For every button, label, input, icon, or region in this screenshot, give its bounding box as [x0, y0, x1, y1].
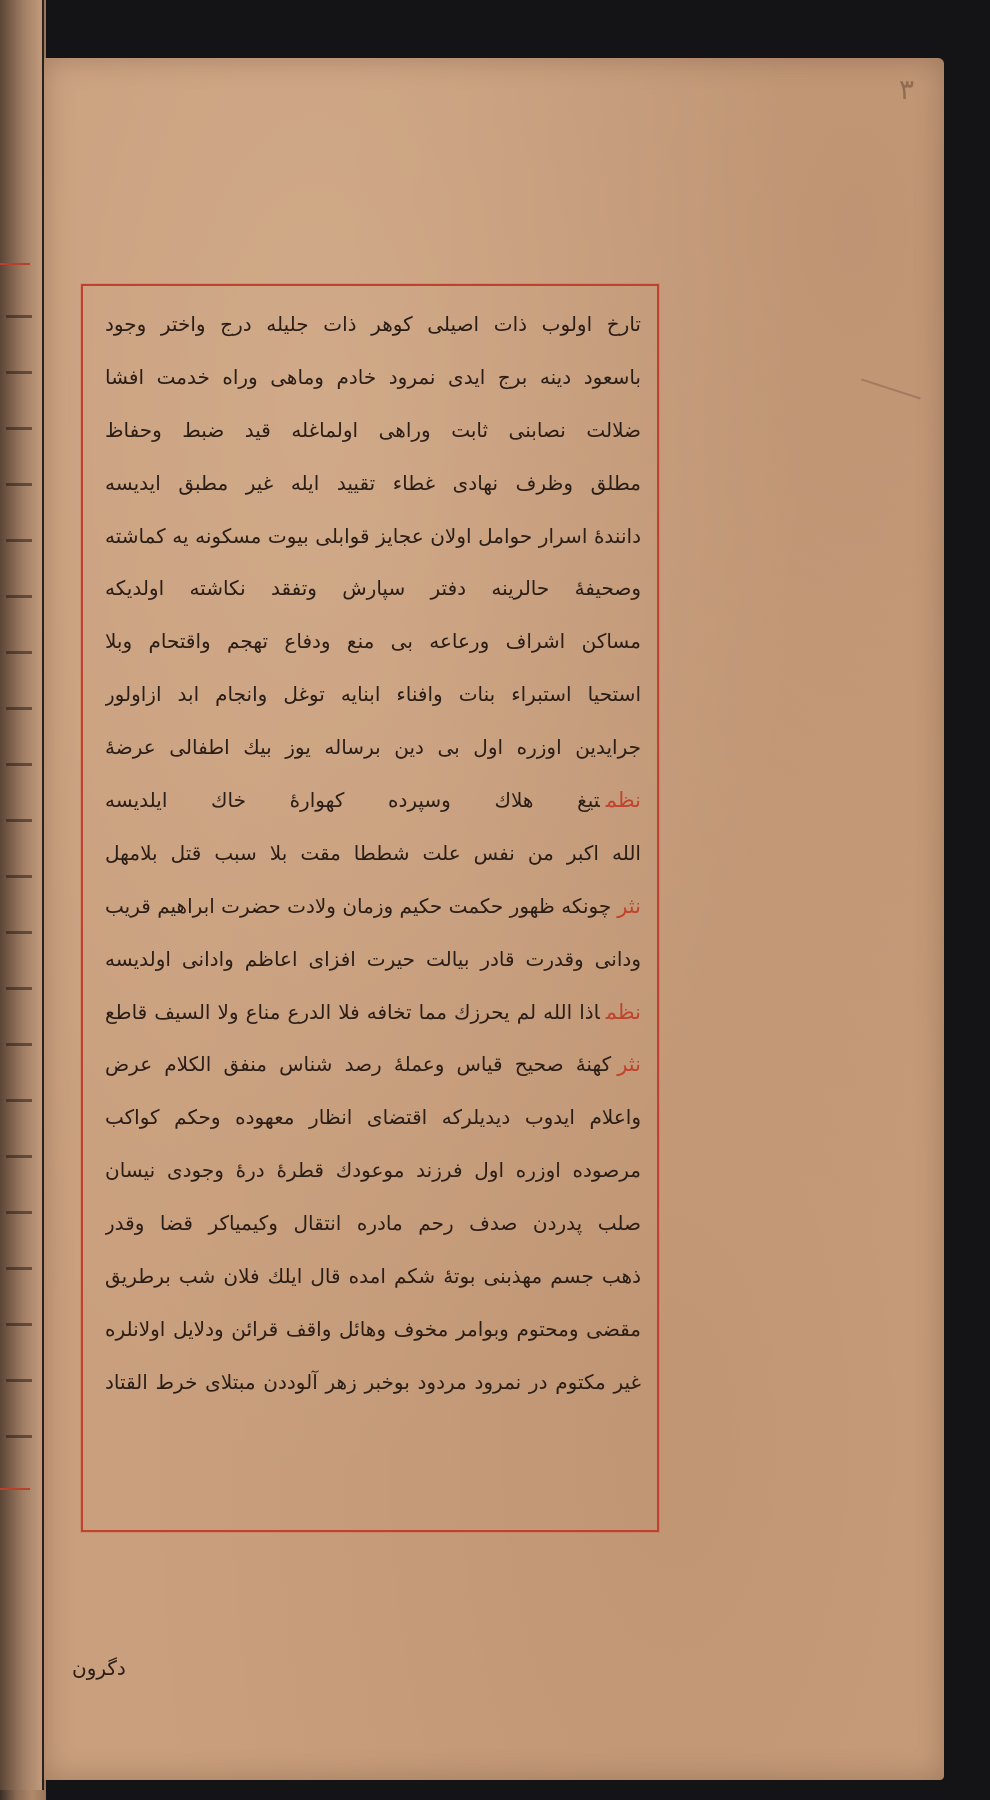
- line-text: استحیا استبراء بنات وافناء ابنایه توغل وانجام ابد ازاولور: [105, 682, 641, 707]
- facing-page-edge: [0, 0, 44, 1790]
- text-line: [105, 510, 641, 563]
- text-line: [105, 1038, 641, 1091]
- margin-mark: [861, 378, 921, 399]
- line-text: صلب پدردن صدف رحم مادره انتقال وکیمیاکر قضا وقدر: [105, 1211, 641, 1236]
- text-line: [105, 1144, 641, 1197]
- line-text: باسعود دینه برج ایدی نمرود خادم وماهی وراه خدمت افشا: [105, 364, 641, 389]
- text-line: [105, 1250, 641, 1303]
- line-text: ودانی وقدرت قادر بیالت حیرت افزای اعاظم وادانی اولدیسه: [105, 946, 641, 971]
- line-text: ضلالت نصابنی ثابت وراهی اولماغله قید ضبط وحفاظ: [105, 417, 641, 442]
- text-line: [105, 298, 641, 351]
- line-text: مقضی ومحتوم وبوامر مخوف وهائل واقف قرائن ودلایل اولانلره: [105, 1316, 641, 1341]
- text-line: [105, 1356, 641, 1409]
- text-line: [105, 986, 641, 1039]
- manuscript-page: [44, 58, 944, 1780]
- text-line: [105, 1197, 641, 1250]
- line-text: الله اکبر من نفس علت شططا مقت بلا سبب قتل بلامهل: [105, 840, 641, 865]
- text-line: [105, 774, 641, 827]
- facing-page-frame-rule: [0, 263, 30, 265]
- rubric-heading: نثر: [617, 893, 641, 918]
- line-text: ذهب جسم مهذبنی بوتهٔ شکم امده قال ایلك فلان شب برطریق: [105, 1264, 641, 1289]
- line-text: واعلام ایدوب دیدیلرکه اقتضای انظار معهوده وحکم کواکب: [105, 1105, 641, 1130]
- text-line: [105, 668, 641, 721]
- rubric-heading: نظم: [605, 999, 641, 1024]
- text-line: [105, 1091, 641, 1144]
- line-text: مرصوده اوزره اول فرزند موعودك قطرهٔ درهٔ وجودی نیسان: [105, 1158, 641, 1183]
- rubric-heading: نظم: [605, 788, 641, 813]
- text-line: [105, 615, 641, 668]
- text-line: [105, 1303, 641, 1356]
- line-text: وصحیفهٔ حالرینه دفتر سپارش وتفقد نکاشته اولدیکه: [105, 576, 641, 601]
- text-line: [105, 404, 641, 457]
- text-block: [105, 298, 641, 1518]
- folio-number: ٣: [898, 73, 914, 106]
- line-text: چونکه ظهور حکمت حکیم وزمان ولادت حضرت ابراهیم قریب: [105, 893, 612, 918]
- text-line: [105, 827, 641, 880]
- text-frame: [81, 284, 659, 1532]
- text-line: [105, 457, 641, 510]
- facing-page-text-edge: [6, 285, 32, 1465]
- facing-page-frame-rule: [0, 1488, 30, 1490]
- line-text: غیر مکتوم در نمرود مردود بوخبر زهر آلوددن مبتلای خرط القتاد: [105, 1369, 641, 1394]
- line-text: تیغ هلاك وسپرده کهوارهٔ خاك ایلدیسه: [105, 788, 600, 813]
- text-line: [105, 351, 641, 404]
- catchword: دگرون: [72, 1656, 126, 1680]
- line-text: تارخ اولوب ذات اصیلی کوهر ذات جلیله درج واختر وجود: [105, 312, 641, 336]
- rubric-heading: نثر: [617, 1052, 641, 1077]
- line-text: مطلق وظرف نهادی غطاء تقیید ایله غیر مطبق ایدیسه: [105, 470, 641, 495]
- line-text: جرایدین اوزره اول بی دین برساله یوز بیك اطفالی عرضهٔ: [105, 735, 641, 760]
- text-line: [105, 880, 641, 933]
- line-text: دانندهٔ اسرار حوامل اولان عجایز قوابلی بیوت مسکونه یه کماشته: [105, 523, 641, 548]
- line-text: اذا الله لم یحرزك مما تخافه فلا الدرع مناع ولا السیف قاطع: [105, 999, 600, 1024]
- line-text: کهنهٔ صحیح قیاس وعملهٔ رصد شناس منفق الکلام عرض: [105, 1052, 612, 1077]
- text-line: [105, 933, 641, 986]
- text-line: [105, 562, 641, 615]
- line-text: مساکن اشراف ورعاعه بی منع ودفاع تهجم واقتحام وبلا: [105, 629, 641, 654]
- text-line: [105, 721, 641, 774]
